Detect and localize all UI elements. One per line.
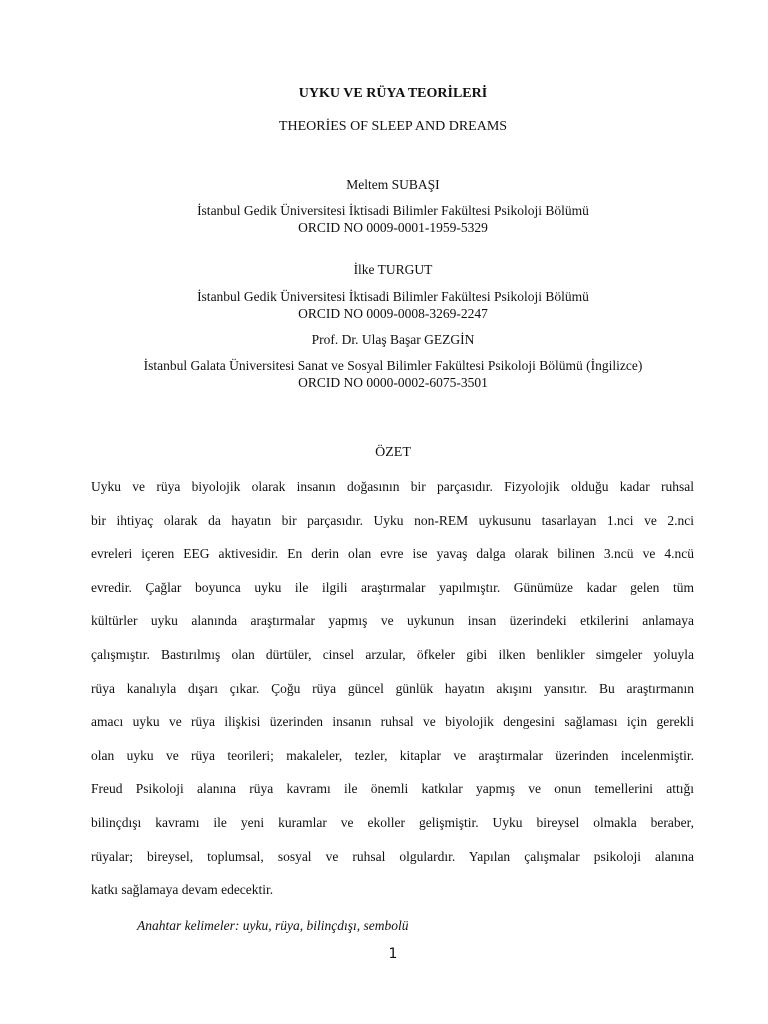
- abstract-line: rüya kanalıyla dışarı çıkar. Çoğu rüya güncel günlük hayatın akışını yansıtır. Bu araştırmanın: [91, 680, 694, 696]
- author-affiliation: İstanbul Gedik Üniversitesi İktisadi Bilimler Fakültesi Psikoloji Bölümü: [197, 289, 589, 304]
- abstract-heading: ÖZET: [375, 445, 411, 460]
- abstract-line: bilinçdışı kavramı ile yeni kuramlar ve ekoller gelişmiştir. Uyku bireysel olmakla beraber,: [91, 814, 694, 830]
- abstract-body: [91, 470, 694, 907]
- author-orcid: ORCID NO 0000-0002-6075-3501: [298, 375, 488, 390]
- abstract-line: olan uyku ve rüya teorileri; makaleler, tezler, kitaplar ve araştırmalar üzerinden incelenmiştir.: [91, 747, 694, 763]
- author-name: Meltem SUBAŞI: [346, 177, 440, 192]
- abstract-line: çalışmıştır. Bastırılmış olan dürtüler, cinsel arzular, öfkeler gibi ilken benlikler simgeler yoluyla: [91, 646, 694, 662]
- abstract-line: kültürler uyku alanında araştırmalar yapmış ve uykunun insan üzerindeki etkilerini anlamaya: [91, 613, 694, 629]
- author-name: Prof. Dr. Ulaş Başar GEZGİN: [311, 332, 475, 347]
- keywords: Anahtar kelimeler: uyku, rüya, bilinçdışı, sembolü: [137, 918, 409, 933]
- paper-subtitle: THEORİES OF SLEEP AND DREAMS: [278, 119, 508, 134]
- abstract-line: rüyalar; bireysel, toplumsal, sosyal ve ruhsal olgulardır. Yapılan çalışmalar psikoloji alanına: [91, 848, 694, 864]
- abstract-line: amacı uyku ve rüya ilişkisi üzerinden insanın ruhsal ve biyolojik dengesini sağlaması için gerekli: [91, 714, 694, 730]
- abstract-line: Uyku ve rüya biyolojik olarak insanın doğasının bir parçasıdır. Fizyolojik olduğu kadar ruhsal: [91, 479, 694, 494]
- author-affiliation: İstanbul Gedik Üniversitesi İktisadi Bilimler Fakültesi Psikoloji Bölümü: [197, 203, 589, 218]
- author-name: İlke TURGUT: [353, 262, 433, 277]
- abstract-line: evreleri içeren EEG aktivesidir. En derin olan evre ise yavaş dalga olarak bilinen 3.ncü ve 4.ncü: [91, 546, 694, 562]
- page-number: 1: [388, 946, 398, 962]
- abstract-line: katkı sağlamaya devam edecektir.: [91, 882, 274, 898]
- abstract-line: Freud Psikoloji alanına rüya kavramı ile önemli katkılar yapmış ve onun temellerini attığı: [91, 781, 694, 797]
- paper-title: UYKU VE RÜYA TEORİLERİ: [298, 86, 488, 101]
- abstract-line: evredir. Çağlar boyunca uyku ile ilgili araştırmalar yapılmıştır. Günümüze kadar gelen tüm: [91, 579, 694, 595]
- author-orcid: ORCID NO 0009-0008-3269-2247: [298, 306, 488, 321]
- author-orcid: ORCID NO 0009-0001-1959-5329: [298, 220, 488, 235]
- author-affiliation: İstanbul Galata Üniversitesi Sanat ve Sosyal Bilimler Fakültesi Psikoloji Bölümü (İngilizce): [143, 358, 643, 373]
- abstract-line: bir ihtiyaç olarak da hayatın bir parçasıdır. Uyku non-REM uykusunu tasarlayan 1.nci ve 2.nci: [91, 512, 694, 528]
